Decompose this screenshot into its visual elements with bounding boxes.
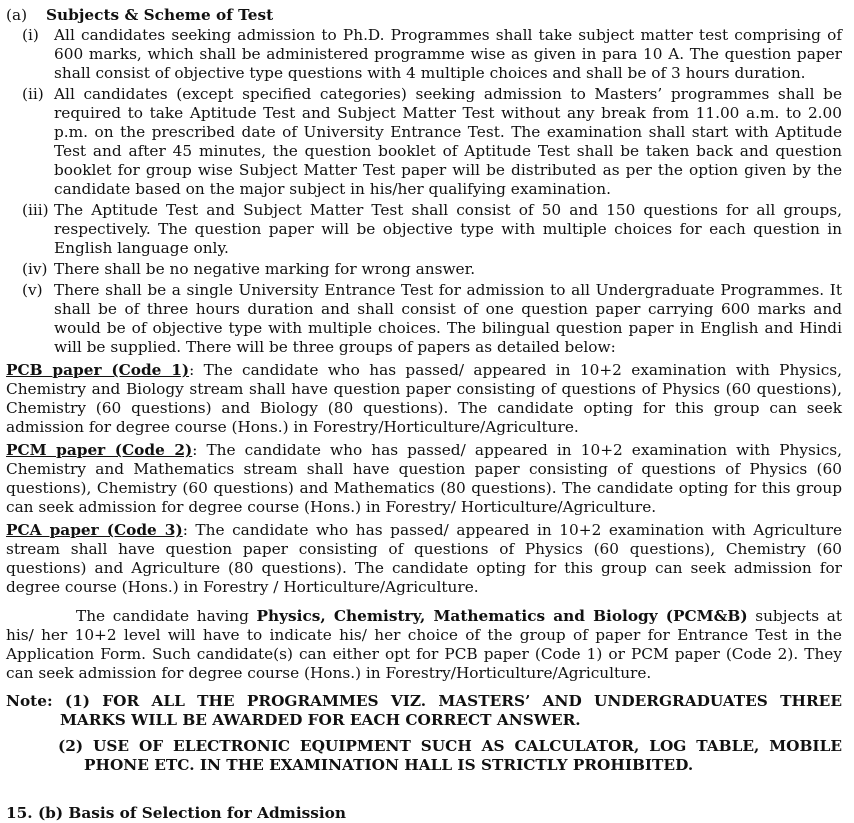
section-title: Subjects & Scheme of Test xyxy=(46,6,274,24)
list-item xyxy=(6,201,842,258)
list-item xyxy=(6,260,842,279)
list-item-text: All candidates seeking admission to Ph.D. Programmes shall take subject matter test comprising of 600 marks, which shall be administered programme wise as given in para 10 A. The question paper shall consist of objective type questions with 4 multiple choices and shall be of 3 hours duration. xyxy=(54,26,842,82)
paper-text: : The candidate who has passed/ appeared in 10+2 examination with Physics, Chemistry and Mathematics stream shall have question paper consisting of questions of Physics (60 questions), Chemistry (60 questions) and Mathematics (80 questions). The candidate opting for this group can seek admission for degree course (Hons.) in Forestry/ Horticulture/Agriculture. xyxy=(6,441,843,516)
list-item-text: All candidates (except specified categories) seeking admission to Masters’ programmes shall be required to take Aptitude Test and Subject Matter Test without any break from 11.00 a.m. to 2.00 p.m. on the prescribed date of University Entrance Test. The examination shall start with Aptitude Test and after 45 minutes, the question booklet of Aptitude Test shall be taken back and question booklet for group wise Subject Matter Test paper will be distributed as per the option given by the candidate based on the major subject in his/her qualifying examination. xyxy=(54,85,842,198)
pcmb-pre: The candidate having xyxy=(76,607,257,625)
list-item-text: There shall be no negative marking for wrong answer. xyxy=(54,260,476,278)
list-item-number: (iv) xyxy=(22,260,48,278)
paper-pcb xyxy=(6,361,842,437)
paper-text: : The candidate who has passed/ appeared in 10+2 examination with Agriculture stream shall have question paper consisting of questions of Physics (60 questions), Chemistry (60 questions) and Agriculture (80 questions). The candidate opting for this group can seek admission for degree course (Hons.) in Forestry / Horticulture/Agriculture. xyxy=(6,521,843,596)
section-label: (a) xyxy=(6,6,28,24)
paper-code: PCM paper (Code 2) xyxy=(6,441,193,459)
section-heading xyxy=(6,6,842,25)
paper-code: PCA paper (Code 3) xyxy=(6,521,183,539)
note-1-text: (1) FOR ALL THE PROGRAMMES VIZ. MASTERS’ AND UNDERGRADUATES THREE MARKS WILL BE AWARDED FOR EACH CORRECT ANSWER. xyxy=(60,692,842,729)
paper-text: : The candidate who has passed/ appeared in 10+2 examination with Physics, Chemistry and Biology stream shall have question paper consisting of questions of Physics (60 questions), Chemistry (60 questions) and Biology (80 questions). The candidate opting for this group can seek admission for degree course (Hons.) in Forestry/Horticulture/Agriculture. xyxy=(6,361,842,436)
document-page xyxy=(6,6,842,775)
list-item-text: The Aptitude Test and Subject Matter Test shall consist of 50 and 150 questions for all groups, respectively. The question paper will be objective type with multiple choices for each question in English language only. xyxy=(54,201,842,257)
note-label: Note: xyxy=(6,692,53,710)
list-item xyxy=(6,281,842,357)
list-item-number: (ii) xyxy=(22,85,44,103)
paper-pcm xyxy=(6,441,842,517)
note-2: (2) USE OF ELECTRONIC EQUIPMENT SUCH AS CALCULATOR, LOG TABLE, MOBILE PHONE ETC. IN THE EXAMINATION HALL IS STRICTLY PROHIBITED. xyxy=(58,737,842,774)
list-item xyxy=(6,26,842,83)
list-item-number: (v) xyxy=(22,281,43,299)
pcmb-paragraph xyxy=(6,607,842,683)
note-1 xyxy=(6,692,842,730)
pcmb-post: subjects at his/ her 10+2 level will have to indicate his/ her choice of the group of paper for Entrance Test in the Application Form. Such candidate(s) can either opt for PCB paper (Code 1) or PCM paper (Code 2). They can seek admission for degree course (Hons.) in Forestry/Horticulture/Agriculture. xyxy=(6,607,842,682)
paper-pca xyxy=(6,521,842,597)
pcmb-bold: Physics, Chemistry, Mathematics and Biology (PCM&B) xyxy=(256,607,748,625)
note-block xyxy=(6,692,842,775)
cutoff-heading: 15. (b) Basis of Selection for Admission xyxy=(6,804,346,822)
list-item-number: (i) xyxy=(22,26,39,44)
paper-code: PCB paper (Code 1) xyxy=(6,361,190,379)
list-item-text: There shall be a single University Entrance Test for admission to all Undergraduate Programmes. It shall be of three hours duration and shall consist of one question paper carrying 600 marks and would be of objective type with multiple choices. The bilingual question paper in English and Hindi will be supplied. There will be three groups of papers as detailed below: xyxy=(54,281,842,356)
list-item xyxy=(6,85,842,199)
list-item-number: (iii) xyxy=(22,201,49,219)
